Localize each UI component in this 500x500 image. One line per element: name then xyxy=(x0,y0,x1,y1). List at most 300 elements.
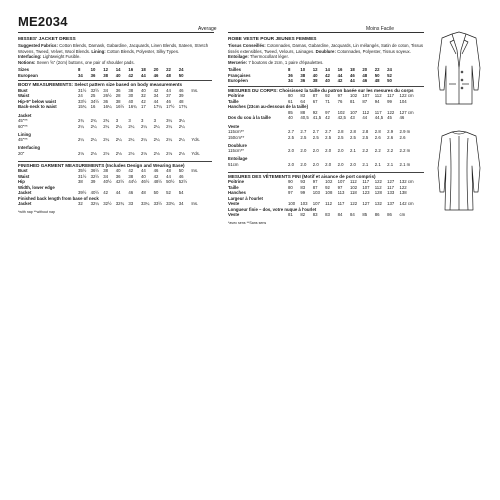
row-value: 2¼ xyxy=(153,123,160,129)
row-label: 115cm** xyxy=(228,129,244,134)
row-value: 2¾ xyxy=(90,118,97,123)
row-value: 37 xyxy=(166,93,171,98)
row-value: 2⅛ xyxy=(178,150,185,156)
size-value: 46 xyxy=(153,72,159,78)
row-value: 16 xyxy=(90,104,96,109)
row-value: 2.5 xyxy=(312,134,319,140)
size-value: 38 xyxy=(103,72,108,78)
size-value: 50 xyxy=(178,72,184,78)
row-value: 2.1 xyxy=(374,161,381,167)
row-value: 107 xyxy=(312,201,320,206)
row-label: Hip-9" below waist xyxy=(18,98,57,104)
row-value: 84 xyxy=(349,212,355,217)
row-value: 2⅛ xyxy=(166,150,173,156)
row-value: 127 xyxy=(362,201,370,206)
row-value: 2¼ xyxy=(78,137,84,142)
size-value: 14 xyxy=(325,67,330,72)
row-value: 38 xyxy=(115,98,121,104)
size-value: 42 xyxy=(337,78,343,83)
row-value: 2.0 xyxy=(300,161,307,167)
row-label: 150cm** xyxy=(228,134,245,140)
size-value: 48 xyxy=(166,72,171,78)
row-value: 132 xyxy=(374,201,382,206)
row-value: 107 xyxy=(337,179,345,184)
row-value: 40½ xyxy=(90,190,99,195)
row-value: 112 xyxy=(362,109,370,115)
footnote-fr: *avec sens **Sans sens xyxy=(228,220,267,225)
size-value: 22 xyxy=(166,67,171,72)
row-value: 90 xyxy=(288,179,293,184)
row-value: 2.1 xyxy=(362,161,369,167)
row-value: 67 xyxy=(312,98,318,104)
row-unit: 2.2 m xyxy=(399,148,411,153)
row-value: 2.7 xyxy=(312,129,319,134)
row-label: Veste xyxy=(228,212,240,217)
size-row-label: Tailles xyxy=(228,67,242,72)
yardage-group-label: Lining xyxy=(18,131,31,137)
size-value: 20 xyxy=(362,67,368,72)
row-label: Hanches (23cm au-dessous de la taille) xyxy=(228,104,309,109)
table-row xyxy=(18,124,212,130)
row-value: 40 xyxy=(115,168,121,173)
row-value: 94 xyxy=(374,98,380,104)
row-value: 34 xyxy=(178,201,184,206)
row-value: 102 xyxy=(349,93,358,98)
row-value: 3 xyxy=(140,118,144,123)
row-value: 50 xyxy=(153,190,159,195)
yardage-group-label: Doublure xyxy=(228,142,247,148)
size-value: 42 xyxy=(128,72,134,78)
row-value: 41,5 xyxy=(312,115,322,120)
length-rows-en xyxy=(18,201,212,207)
row-value: 71 xyxy=(325,98,330,104)
row-value: 2.0 xyxy=(312,161,319,167)
row-value: 87 xyxy=(312,184,318,190)
row-value: 113 xyxy=(337,190,345,195)
row-value: 46 xyxy=(166,98,171,104)
finished-title-fr: MESURES DES VÊTEMENTS FINI (Motif et aisance de port compris) xyxy=(228,172,424,180)
row-value: 42 xyxy=(103,190,108,195)
row-value: 2.0 xyxy=(325,148,332,153)
row-value: 99 xyxy=(300,190,306,195)
row-value: 39 xyxy=(178,93,184,98)
row-value: 40½ xyxy=(103,179,112,184)
row-value: 32½ xyxy=(103,201,112,206)
row-value: 2¾ xyxy=(78,118,84,123)
table-row xyxy=(228,135,424,141)
row-value: 36 xyxy=(115,173,121,179)
row-value: 2¼ xyxy=(166,123,173,129)
row-value: 2.5 xyxy=(362,134,369,140)
row-value: 3 xyxy=(128,118,131,123)
row-value: 38 xyxy=(78,179,83,184)
row-value: 108 xyxy=(325,190,333,195)
row-value: 2.8 xyxy=(374,129,381,134)
row-label: Waist xyxy=(18,93,30,98)
size-value: 12 xyxy=(312,67,318,72)
table-row xyxy=(18,104,212,110)
row-value: 46 xyxy=(153,168,159,173)
width-title-fr: Largeur à l'ourlet xyxy=(228,195,263,201)
row-unit: 104 xyxy=(399,98,407,104)
notions-en: Notions: Seven ⅝" (2cm) buttons, one pair of shoulder pads. xyxy=(18,59,135,65)
row-value: 112 xyxy=(325,201,333,206)
row-value: 38 xyxy=(128,87,134,93)
row-value: 81 xyxy=(349,98,355,104)
size-value: 50 xyxy=(387,78,392,83)
size-value: 38 xyxy=(312,78,318,83)
row-value: 100 xyxy=(288,201,296,206)
row-value: 42,5 xyxy=(337,115,346,120)
yardage-en xyxy=(18,113,212,159)
row-value: 33¾ xyxy=(166,201,175,206)
row-value: 128 xyxy=(374,190,382,195)
length-title-en: Finished back length from base of neck xyxy=(18,195,99,201)
row-value: 2.1 xyxy=(349,148,356,153)
row-unit: 127 cm xyxy=(399,109,414,115)
row-value: 34 xyxy=(103,173,108,179)
row-value: 2.2 xyxy=(362,148,369,153)
row-value: 97 xyxy=(288,190,293,195)
jacket-back-icon xyxy=(432,126,486,216)
difficulty-level-en: Average xyxy=(198,26,217,32)
row-value: 44 xyxy=(140,168,146,173)
row-value: 33½ xyxy=(78,98,87,104)
row-value: 44½ xyxy=(128,179,137,184)
row-value: 97 xyxy=(312,179,318,184)
size-row-label: Sizes xyxy=(18,67,29,72)
row-value: 102 xyxy=(349,184,358,190)
row-value: 46 xyxy=(128,190,134,195)
size-value: 44 xyxy=(337,72,343,78)
spacer xyxy=(18,156,212,159)
row-value: 28 xyxy=(115,93,121,98)
row-value: 2.5 xyxy=(325,134,332,140)
row-value: 44 xyxy=(153,98,159,104)
row-value: 42 xyxy=(325,115,330,120)
row-value: 48 xyxy=(166,168,171,173)
row-value: 117 xyxy=(387,184,394,190)
row-value: 93 xyxy=(300,179,306,184)
size-value: 52 xyxy=(387,72,392,78)
row-value: 44 xyxy=(166,87,171,93)
row-value: 36 xyxy=(115,87,121,93)
row-value: 2.5 xyxy=(288,134,294,140)
row-value: 34½ xyxy=(90,98,99,104)
finished-title-en: FINISHED GARMENT MEASUREMENTS (Includes Design and Wearing Ease) xyxy=(18,161,212,169)
row-value: 44 xyxy=(362,115,368,120)
row-value: 112 xyxy=(374,184,382,190)
row-label: Hanches xyxy=(228,190,246,195)
row-unit: cm xyxy=(399,212,406,217)
row-value: 122 xyxy=(349,201,358,206)
table-row xyxy=(228,115,424,121)
size-value: 18 xyxy=(349,67,355,72)
row-value: 16½ xyxy=(115,104,125,109)
row-label: Bust xyxy=(18,87,28,93)
row-value: 2¼ xyxy=(90,123,97,129)
row-value: 112 xyxy=(374,93,382,98)
yardage-group-label: Entoilage xyxy=(228,156,248,161)
row-value: 31½ xyxy=(78,173,87,179)
row-value: 83 xyxy=(325,212,330,217)
row-value: 2¼ xyxy=(128,137,135,142)
row-unit: 122 xyxy=(399,184,407,190)
row-value: 2.5 xyxy=(300,134,307,140)
row-value: 32¼ xyxy=(90,201,99,206)
size-value: 8 xyxy=(78,67,81,72)
row-value: 17½ xyxy=(166,104,175,109)
row-value: 107 xyxy=(362,93,370,98)
row-value: 80 xyxy=(288,184,293,190)
row-value: 46 xyxy=(178,173,184,179)
size-value: 46 xyxy=(349,72,355,78)
row-value: 30 xyxy=(128,93,134,98)
row-label: 60"** xyxy=(18,123,28,129)
row-value: 82 xyxy=(300,212,306,217)
table-row xyxy=(18,137,212,143)
row-value: 85 xyxy=(362,212,368,217)
row-label: Poitrine xyxy=(228,93,244,98)
row-value: 2⅛ xyxy=(90,150,97,156)
size-value: 40 xyxy=(115,72,121,78)
row-value: 2.2 xyxy=(374,148,381,153)
body-measurements-fr xyxy=(228,93,424,121)
row-value: 2¼ xyxy=(140,123,147,129)
size-value: 48 xyxy=(362,72,368,78)
row-value: 24 xyxy=(78,93,83,98)
row-unit: 2.6 xyxy=(399,134,406,140)
row-value: 33½ xyxy=(153,201,162,206)
row-label: Bust xyxy=(18,168,28,173)
row-value: 32½ xyxy=(90,87,99,93)
row-value: 15¾ xyxy=(78,104,87,109)
size-value: 10 xyxy=(90,67,96,72)
row-value: 103 xyxy=(300,201,308,206)
row-value: 2¼ xyxy=(103,123,110,129)
row-value: 97 xyxy=(337,184,343,190)
row-label: Jacket xyxy=(18,190,32,195)
row-value: 32 xyxy=(78,201,83,206)
row-unit: Yds. xyxy=(191,150,200,156)
row-value: 117 xyxy=(374,109,382,115)
row-value: 3¼ xyxy=(178,118,185,123)
row-value: 86 xyxy=(374,212,380,217)
size-value: 16 xyxy=(128,67,134,72)
size-value: 36 xyxy=(300,78,306,83)
row-value: 2¼ xyxy=(103,137,110,142)
row-value: 44 xyxy=(166,173,171,179)
row-value: 3 xyxy=(115,118,119,123)
row-value: 34 xyxy=(103,87,108,93)
row-value: 42 xyxy=(153,173,159,179)
row-value: 54 xyxy=(178,190,184,195)
row-value: 83 xyxy=(300,93,306,98)
size-value: 42 xyxy=(325,72,330,78)
size-value: 12 xyxy=(103,67,108,72)
row-value: 50 xyxy=(178,168,184,173)
size-value: 38 xyxy=(300,72,306,78)
row-value: 32½ xyxy=(90,173,99,179)
size-value: 40 xyxy=(325,78,330,83)
row-value: 2.0 xyxy=(337,161,344,167)
row-value: 2⅛ xyxy=(78,150,84,156)
row-value: 52 xyxy=(166,190,171,195)
size-value: 36 xyxy=(288,72,293,78)
row-value: 2¾ xyxy=(103,118,110,123)
row-unit: 142 cm xyxy=(399,201,414,206)
title-fr: ROBE VESTE POUR JEUNES FEMMES xyxy=(228,37,317,42)
length-title-fr: Longueur finie – dos, votre nuque à l'ourlet xyxy=(228,206,317,212)
row-value: 42 xyxy=(128,168,134,173)
row-value: 84 xyxy=(337,212,343,217)
size-value: 10 xyxy=(300,67,306,72)
row-value: 2.0 xyxy=(300,148,307,153)
size-row-label: Européen xyxy=(228,78,248,83)
row-value: 44,5 xyxy=(374,115,384,120)
row-label: Back-neck to waist xyxy=(18,104,57,109)
row-value: 50½ xyxy=(166,179,175,184)
finished-measurements-en xyxy=(18,168,212,185)
row-value: 2¼ xyxy=(153,137,160,142)
row-value: 52½ xyxy=(178,179,188,184)
row-value: 2.8 xyxy=(337,129,344,134)
row-value: 80 xyxy=(288,93,293,98)
table-row xyxy=(18,151,212,157)
row-value: 107 xyxy=(349,109,358,115)
french-column xyxy=(228,37,424,226)
row-value: 40 xyxy=(288,115,293,120)
body-measurements-en xyxy=(18,88,212,110)
size-value: 36 xyxy=(90,72,96,78)
row-value: 2.8 xyxy=(349,129,356,134)
row-value: 122 xyxy=(387,109,395,115)
row-value: 2.0 xyxy=(325,161,332,167)
row-value: 2.9 xyxy=(387,129,394,134)
yardage-group-label: Interfacing xyxy=(18,145,40,150)
row-value: 45 xyxy=(387,115,392,120)
finished-measurements-fr xyxy=(228,179,424,196)
table-row xyxy=(228,148,424,154)
notions-fr: Mercerie: 7 boutons de 2cm, 1 paire d'épaulettes. xyxy=(228,59,324,65)
row-value: 3 xyxy=(153,118,156,123)
row-value: 2¼ xyxy=(90,137,97,142)
row-value: 102 xyxy=(325,179,333,184)
row-unit: Yds. xyxy=(191,137,200,142)
row-label: 51cm xyxy=(228,161,239,167)
row-value: 2⅛ xyxy=(103,150,110,156)
row-value: 133 xyxy=(387,190,395,195)
row-value: 2¼ xyxy=(178,137,185,142)
row-value: 2¼ xyxy=(166,137,173,142)
row-value: 48½ xyxy=(153,179,162,184)
row-value: 102 xyxy=(337,109,345,115)
row-value: 17 xyxy=(140,104,146,109)
row-value: 2¼ xyxy=(178,123,185,129)
table-row xyxy=(228,212,424,218)
row-label: 45"** xyxy=(18,137,28,142)
row-value: 46 xyxy=(178,87,184,93)
size-value: 34 xyxy=(288,78,293,83)
row-value: 40 xyxy=(140,173,146,179)
row-value: 117 xyxy=(362,179,370,184)
table-row xyxy=(18,201,212,207)
fabrics-fr: Tissus Conseillés: Cotonnades, Damas, Gabardine, Jacquards, Lin mélangés, Satin de coton, Tissus tissés extensibles, Tweed, Velours, Lainages. Doublure: Cotonnades, Polyester, Tissus soyeux. Entoilage: Thermocollant léger. xyxy=(228,43,424,59)
row-value: 48 xyxy=(140,190,146,195)
row-value: 2.0 xyxy=(312,148,319,153)
row-value: 87 xyxy=(312,93,318,98)
size-row-label: European xyxy=(18,72,38,78)
garment-illustrations xyxy=(432,28,486,208)
header-rule-fr xyxy=(228,32,424,33)
row-value: 117 xyxy=(387,93,394,98)
size-row xyxy=(18,73,212,79)
row-label: 115cm** xyxy=(228,148,244,153)
row-value: 61 xyxy=(288,98,293,104)
row-value: 85 xyxy=(288,109,293,115)
row-value: 48 xyxy=(178,98,184,104)
row-value: 43 xyxy=(349,115,355,120)
row-value: 33¼ xyxy=(140,201,150,206)
row-value: 35½ xyxy=(78,168,87,173)
row-value: 83 xyxy=(312,212,318,217)
row-value: 16¾ xyxy=(128,104,137,109)
row-label: 45"** xyxy=(18,118,28,123)
row-value: 97 xyxy=(325,109,330,115)
row-value: 137 xyxy=(387,201,395,206)
row-value: 2.7 xyxy=(288,129,294,134)
row-value: 2¼ xyxy=(115,123,122,129)
title-en: MISSES' JACKET DRESS xyxy=(18,37,76,42)
row-value: 92 xyxy=(325,184,330,190)
body-measurements-title-fr: MESURES DU CORPS: Choisissez la taille du patron basée sur les mesures du corps xyxy=(228,86,424,94)
english-column xyxy=(18,37,212,215)
row-value: 112 xyxy=(349,179,357,184)
row-unit: 138 xyxy=(399,190,407,195)
row-value: 118 xyxy=(349,190,357,195)
row-value: 107 xyxy=(362,184,370,190)
row-unit: Ins. xyxy=(191,201,199,206)
row-value: 76 xyxy=(337,98,343,104)
row-label: Veste xyxy=(228,201,240,206)
row-value: 46½ xyxy=(140,179,150,184)
length-rows-fr xyxy=(228,212,424,218)
row-value: 103 xyxy=(312,190,320,195)
width-title-en: Width, lower edge xyxy=(18,184,55,190)
size-value: 48 xyxy=(374,78,380,83)
row-value: 127 xyxy=(387,179,395,184)
row-value: 39 xyxy=(90,179,96,184)
row-value: 2.7 xyxy=(300,129,307,134)
row-unit: Ins. xyxy=(191,87,199,93)
row-value: 2⅛ xyxy=(128,150,135,156)
row-value: 2.2 xyxy=(387,148,394,153)
row-value: 42 xyxy=(153,87,159,93)
row-value: 81 xyxy=(288,212,293,217)
size-value: 44 xyxy=(349,78,355,83)
row-value: 3¼ xyxy=(166,118,173,123)
row-value: 16¼ xyxy=(103,104,112,109)
row-value: 2⅛ xyxy=(115,150,122,156)
row-value: 64 xyxy=(300,98,306,104)
row-value: 33 xyxy=(128,201,134,206)
size-value: 20 xyxy=(153,67,159,72)
row-value: 92 xyxy=(312,109,318,115)
row-value: 36 xyxy=(103,98,108,104)
row-value: 32 xyxy=(140,93,146,98)
row-value: 25 xyxy=(90,93,96,98)
sizes-block-en xyxy=(18,67,212,78)
